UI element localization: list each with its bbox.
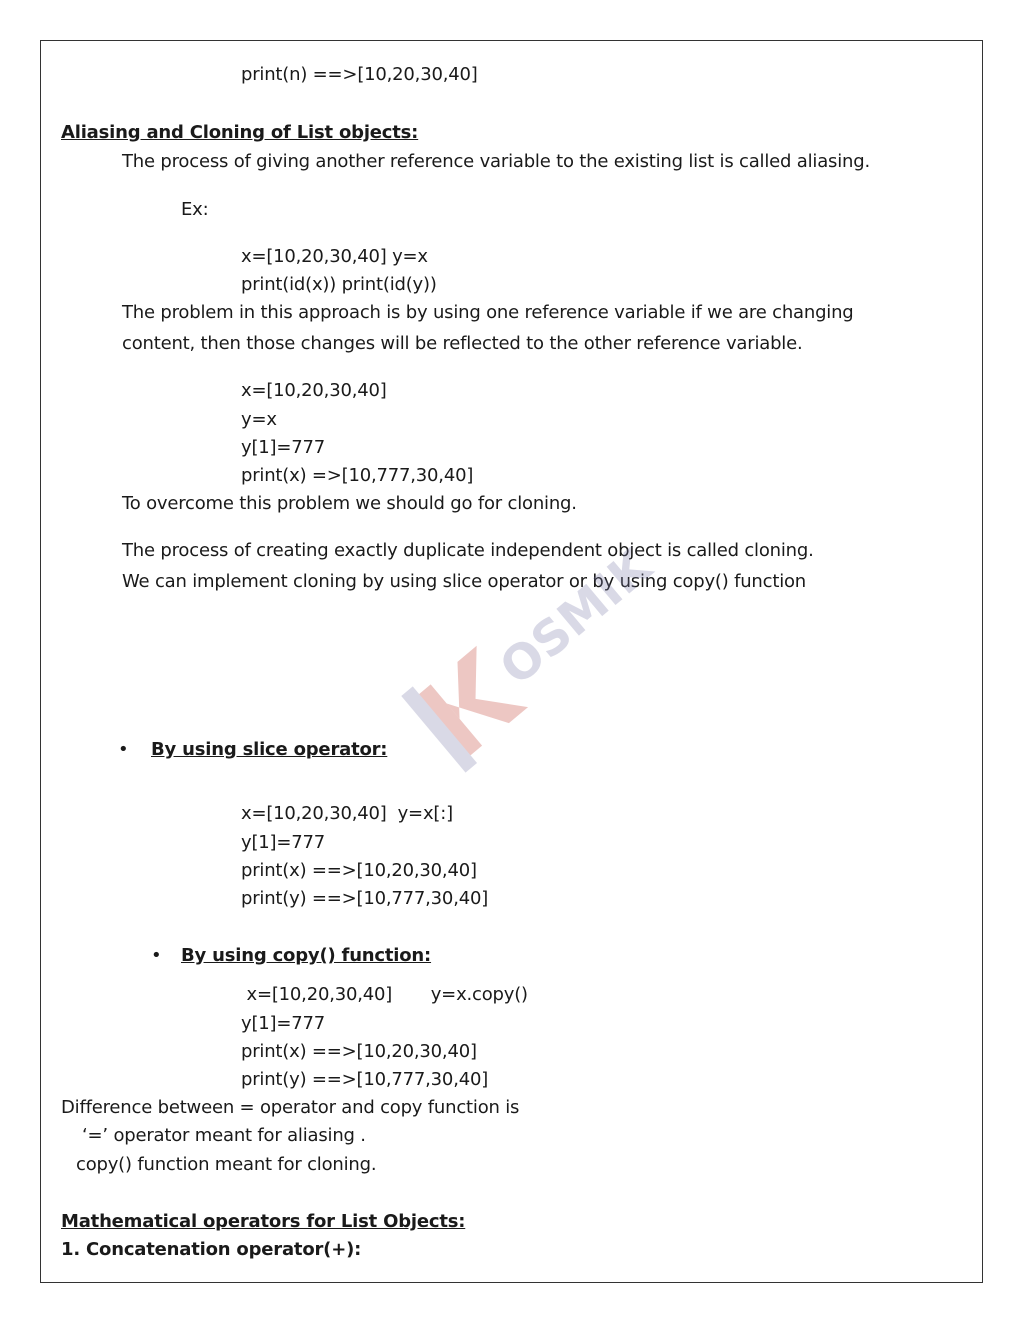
paragraph-text: We can implement cloning by using slice operator or by using copy() function [122,571,807,592]
code-line: y[1]=777 [241,1013,325,1034]
paragraph-text: To overcome this problem we should go for cloning. [122,493,577,514]
kosmik-watermark-logo [380,538,662,780]
example-label: Ex: [181,199,209,220]
code-line: print(y) ==>[10,777,30,40] [241,888,489,909]
code-line: x=[10,20,30,40] y=x.copy() [241,984,528,1005]
bullet-icon: • [151,945,162,966]
bullet-icon: • [118,739,129,760]
code-line: print(x) ==>[10,20,30,40] [241,860,477,881]
code-line: print(x) =>[10,777,30,40] [241,465,474,486]
code-line: print(x) ==>[10,20,30,40] [241,1041,477,1062]
paragraph-text: The process of creating exactly duplicate independent object is called cloning. [122,540,814,561]
paragraph-text: Difference between = operator and copy function is [61,1097,520,1118]
code-line: x=[10,20,30,40] y=x [241,246,428,267]
code-line: y=x [241,409,277,430]
code-line: x=[10,20,30,40] y=x[:] [241,803,453,824]
paragraph-text: copy() function meant for cloning. [76,1154,377,1175]
code-line: x=[10,20,30,40] [241,380,387,401]
paragraph-text: content, then those changes will be reflected to the other reference variable. [122,333,803,354]
svg-text:OSMIK: OSMIK [489,538,662,697]
paragraph-text: The problem in this approach is by using one reference variable if we are changing [122,302,854,323]
code-line: print(id(x)) print(id(y)) [241,274,437,295]
subheading-concatenation: 1. Concatenation operator(+): [61,1239,362,1260]
section-heading-math-operators: Mathematical operators for List Objects: [61,1211,466,1232]
code-line: y[1]=777 [241,437,325,458]
subheading-slice-operator: By using slice operator: [151,739,388,760]
code-line: print(n) ==>[10,20,30,40] [241,64,478,85]
paragraph-text: The process of giving another reference variable to the existing list is called aliasing. [122,151,870,172]
code-line: y[1]=777 [241,832,325,853]
code-line: print(y) ==>[10,777,30,40] [241,1069,489,1090]
paragraph-text: ‘=’ operator meant for aliasing . [82,1125,366,1146]
subheading-copy-function: By using copy() function: [181,945,432,966]
section-heading-aliasing: Aliasing and Cloning of List objects: [61,122,419,143]
